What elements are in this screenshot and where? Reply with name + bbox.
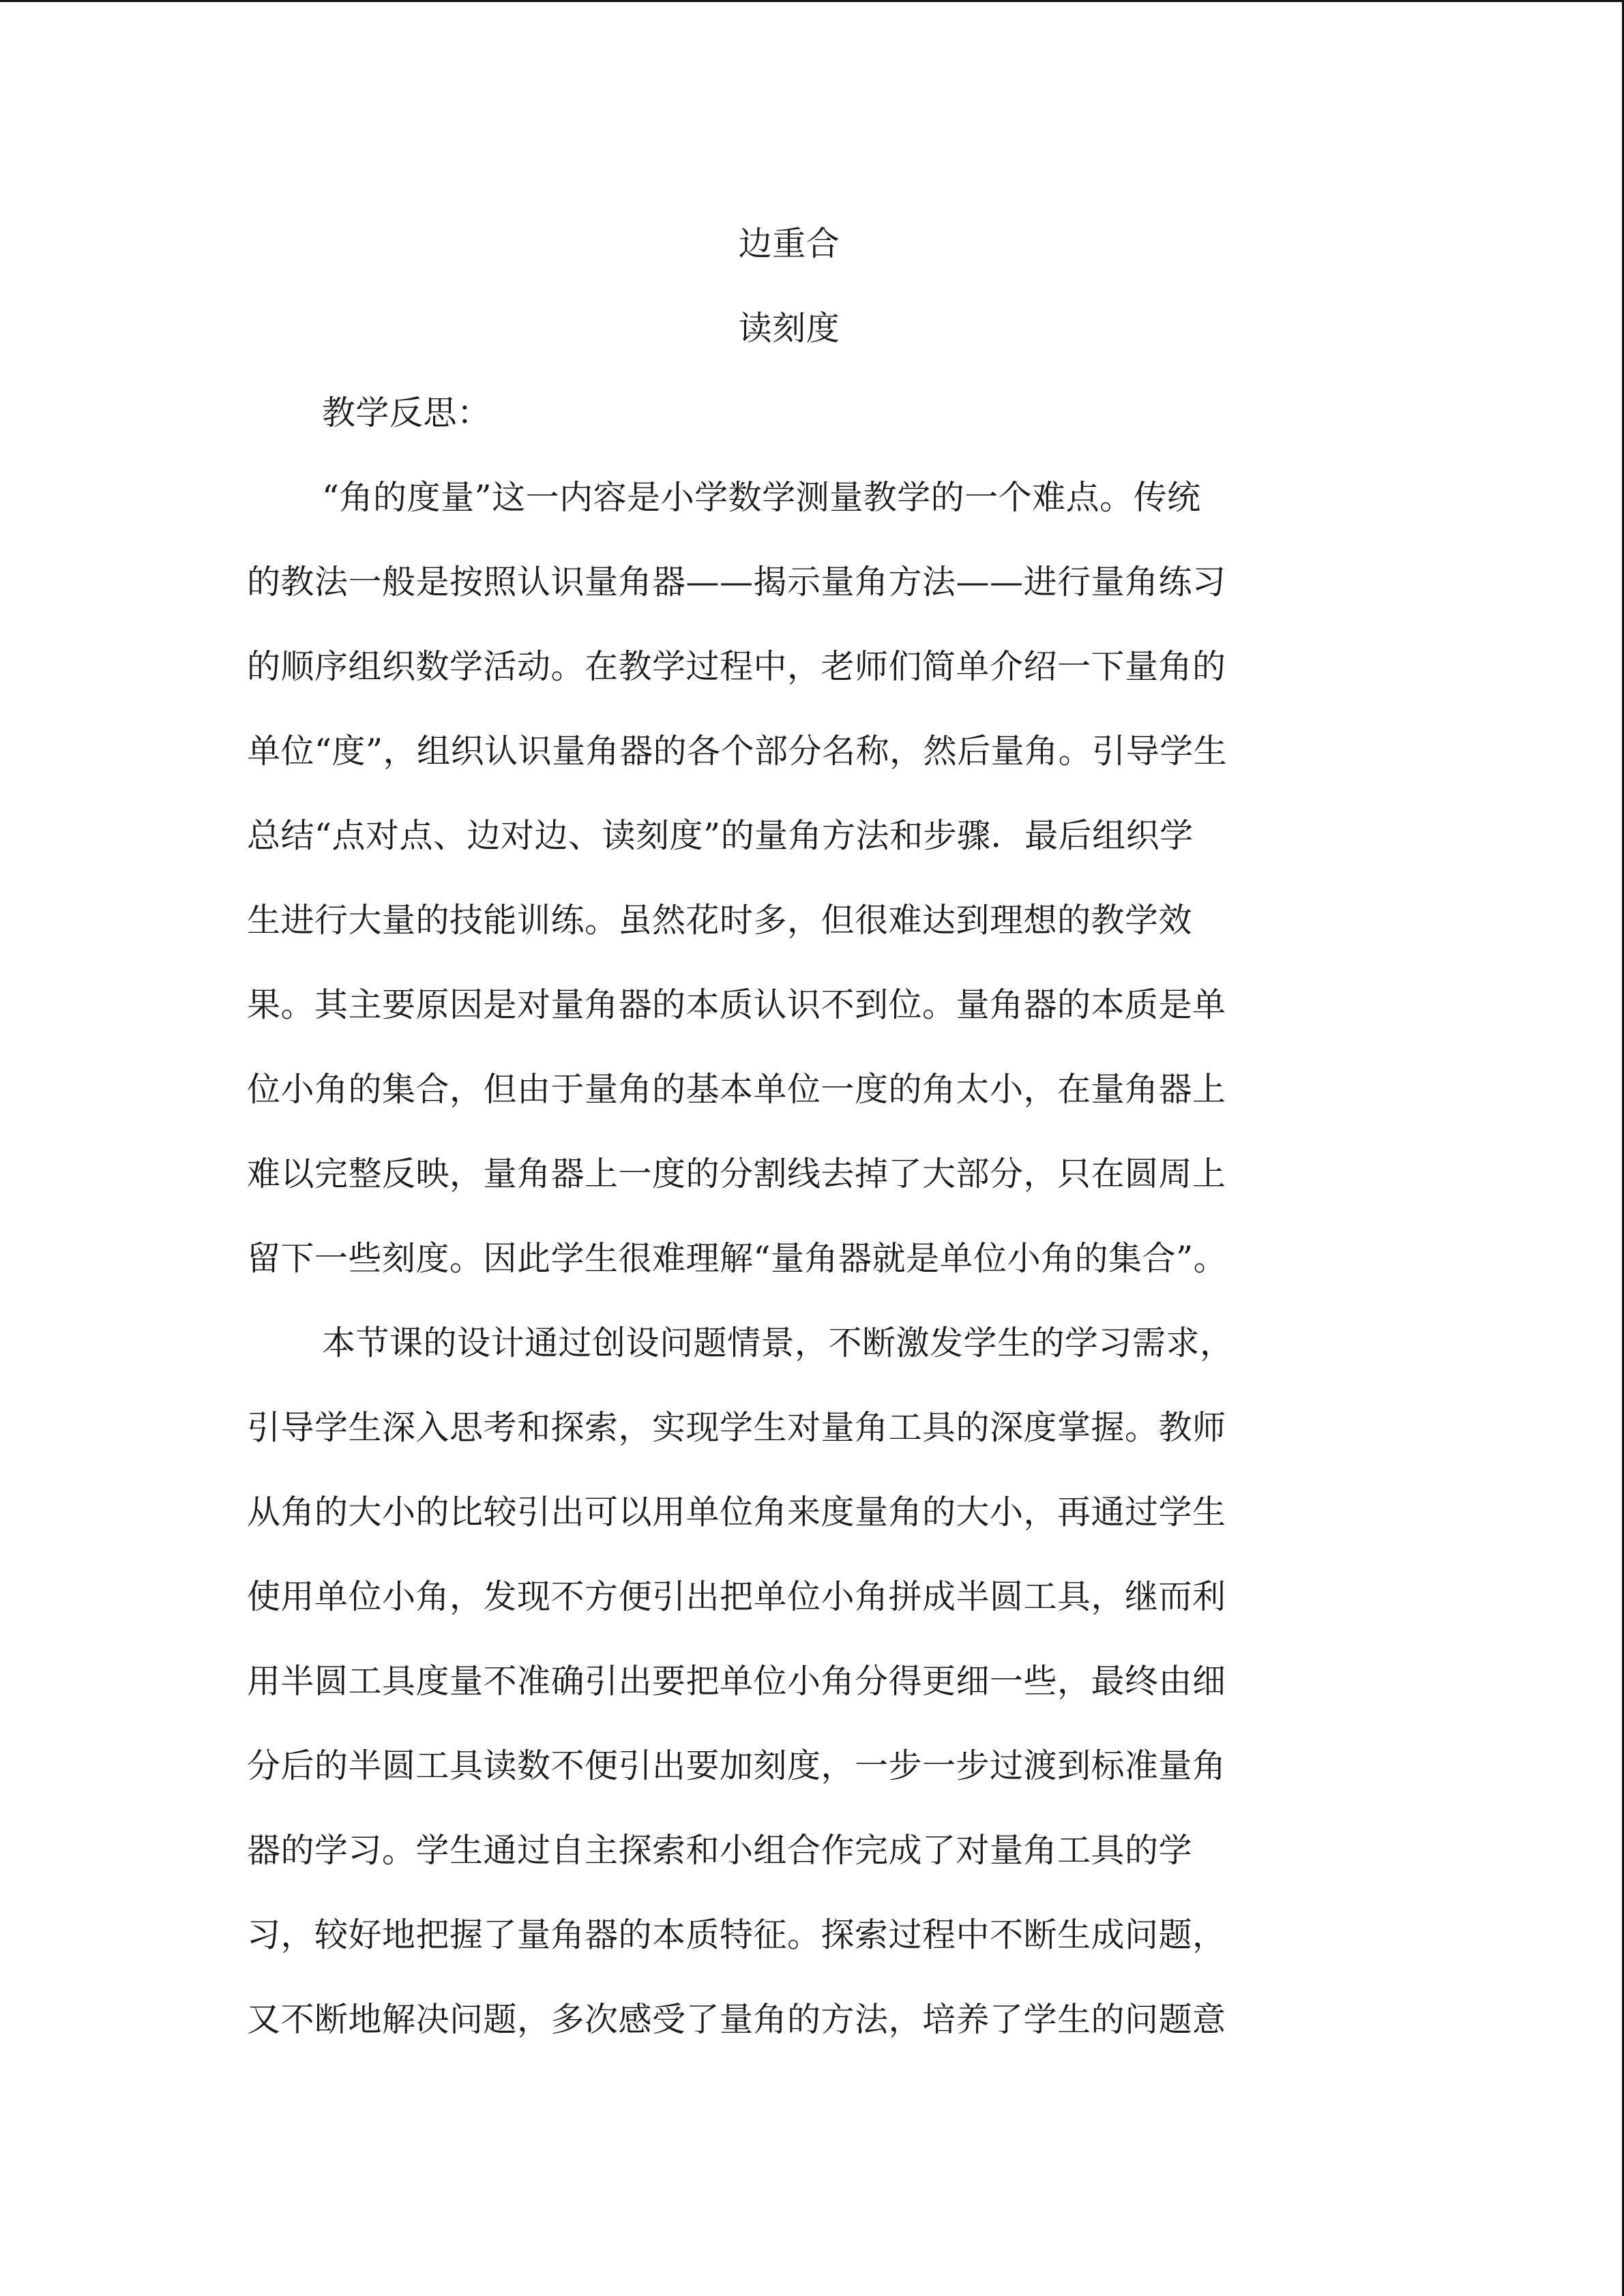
paragraph-line: 又不断地解决问题，多次感受了量角的方法，培养了学生的问题意 — [247, 2000, 1226, 2039]
heading-line: 边重合 — [738, 224, 840, 263]
paragraph-line: 从角的大小的比较引出可以用单位角来度量角的大小，再通过学生 — [247, 1493, 1226, 1532]
paragraph-line: “角的度量”这一内容是小学数学测量教学的一个难点。传统 — [322, 478, 1201, 517]
paragraph-2 — [247, 1301, 1379, 2062]
paragraph-line: 单位“度”，组织认识量角器的各个部分名称，然后量角。引导学生 — [247, 732, 1228, 771]
paragraph-line: 生进行大量的技能训练。虽然花时多，但很难达到理想的教学效 — [247, 901, 1193, 940]
paragraph-line: 的顺序组织数学活动。在教学过程中，老师们简单介绍一下量角的 — [247, 647, 1226, 686]
paragraph-line: 难以完整反映，量角器上一度的分割线去掉了大部分，只在圆周上 — [247, 1154, 1226, 1193]
paragraph-line: 分后的半圆工具读数不便引出要加刻度，一步一步过渡到标准量角 — [247, 1746, 1226, 1785]
paragraph-line: 总结“点对点、边对边、读刻度”的量角方法和步骤．最后组织学 — [247, 816, 1194, 855]
paragraph-line: 器的学习。学生通过自主探索和小组合作完成了对量角工具的学 — [247, 1831, 1193, 1870]
document-body — [247, 202, 1379, 2062]
paragraph-line: 位小角的集合，但由于量角的基本单位一度的角太小，在量角器上 — [247, 1070, 1226, 1109]
paragraph-line: 留下一些刻度。因此学生很难理解“量角器就是单位小角的集合”。 — [247, 1239, 1228, 1278]
paragraph-line: 本节课的设计通过创设问题情景，不断激发学生的学习需求， — [322, 1324, 1234, 1362]
paragraph-line: 用半圆工具度量不准确引出要把单位小角分得更细一些，最终由细 — [247, 1662, 1226, 1701]
paragraph-line: 习，较好地把握了量角器的本质特征。探索过程中不断生成问题， — [247, 1915, 1226, 1954]
paragraph-1 — [247, 456, 1379, 1301]
section-label: 教学反思： — [322, 393, 491, 432]
paragraph-line: 使用单位小角，发现不方便引出把单位小角拼成半圆工具，继而利 — [247, 1577, 1226, 1616]
paragraph-line: 果。其主要原因是对量角器的本质认识不到位。量角器的本质是单 — [247, 985, 1226, 1024]
paragraph-line: 的教法一般是按照认识量角器——揭示量角方法——进行量角练习 — [247, 563, 1226, 601]
paragraph-line: 引导学生深入思考和探索，实现学生对量角工具的深度掌握。教师 — [247, 1408, 1226, 1447]
heading-line: 读刻度 — [738, 309, 840, 348]
